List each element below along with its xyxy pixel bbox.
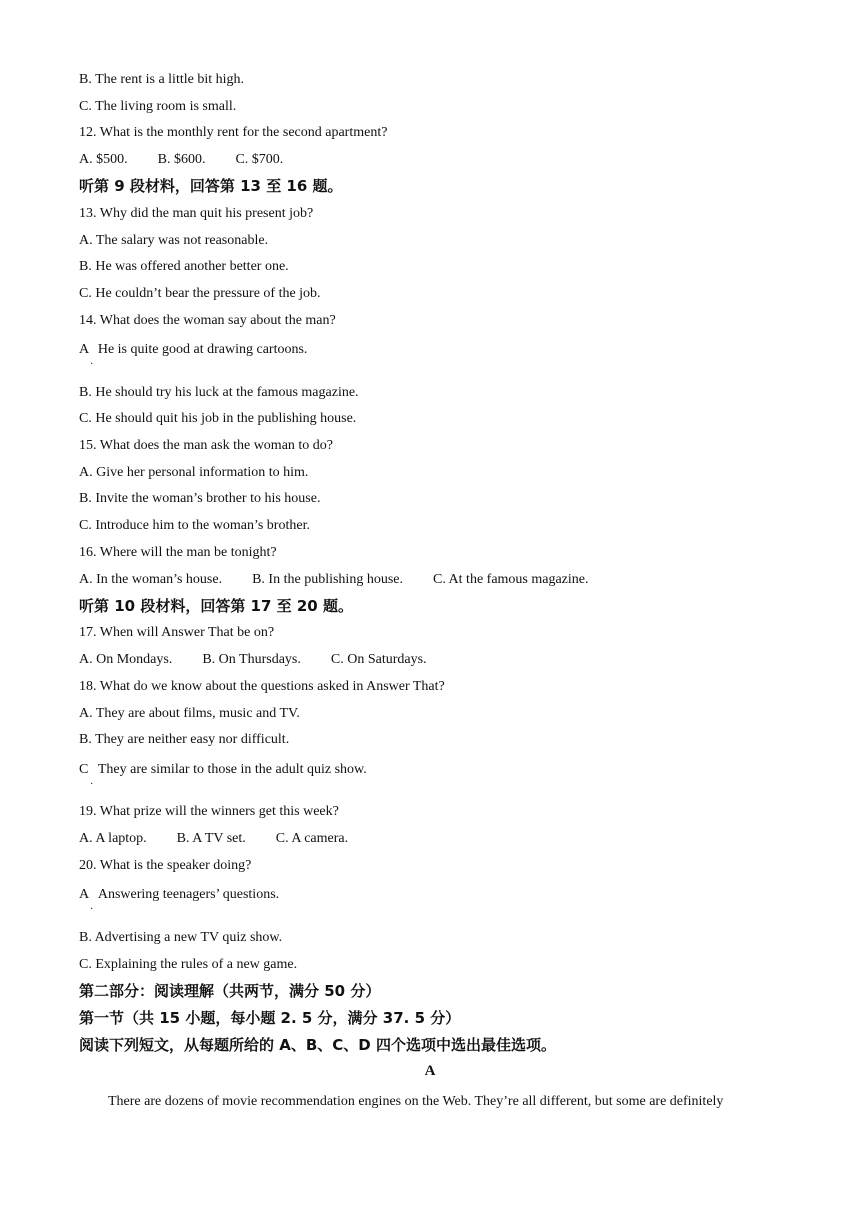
question-13: 13. Why did the man quit his present job? <box>79 206 314 221</box>
option-20a <box>79 886 279 904</box>
dot-mark: · <box>90 359 94 370</box>
section-heading-9: 听第 9 段材料，回答第 13 至 16 题。 <box>79 177 343 195</box>
question-20: 20. What is the speaker doing? <box>79 858 252 873</box>
option-11c: C. The living room is small. <box>79 99 237 114</box>
option-12b: B. $600. <box>157 152 206 167</box>
option-18a: A. They are about films, music and TV. <box>79 706 300 721</box>
option-17c: C. On Saturdays. <box>330 652 427 667</box>
option-15b: B. Invite the woman’s brother to his house. <box>79 491 321 506</box>
passage-label: A <box>424 1063 436 1079</box>
option-12a: A. $500. <box>79 152 128 167</box>
dot-mark: · <box>90 779 94 790</box>
option-13b: B. He was offered another better one. <box>79 259 289 274</box>
option-14b: B. He should try his luck at the famous magazine. <box>79 385 359 400</box>
option-20c: C. Explaining the rules of a new game. <box>79 957 298 972</box>
part-two-heading: 第二部分：阅读理解（共两节，满分 50 分） <box>79 982 381 1000</box>
option-18c <box>79 761 367 779</box>
option-20b: B. Advertising a new TV quiz show. <box>79 930 283 945</box>
option-19a: A. A laptop. <box>79 831 147 846</box>
option-19c: C. A camera. <box>275 831 349 846</box>
reading-instructions: 阅读下列短文，从每题所给的 A、B、C、D 四个选项中选出最佳选项。 <box>79 1036 556 1054</box>
option-14c: C. He should quit his job in the publishing house. <box>79 411 357 426</box>
option-11b: B. The rent is a little bit high. <box>79 72 244 87</box>
option-13a: A. The salary was not reasonable. <box>79 233 269 248</box>
option-15a: A. Give her personal information to him. <box>79 465 309 480</box>
options-12 <box>79 151 283 169</box>
options-16 <box>79 571 589 589</box>
option-13c: C. He couldn’t bear the pressure of the job. <box>79 286 321 301</box>
dot-mark: · <box>90 904 94 915</box>
option-14a <box>79 341 307 359</box>
option-17b: B. On Thursdays. <box>202 652 301 667</box>
option-16a: A. In the woman’s house. <box>79 572 223 587</box>
options-17 <box>79 651 427 669</box>
option-text: He is quite good at drawing cartoons. <box>97 342 308 357</box>
question-15: 15. What does the man ask the woman to do? <box>79 438 334 453</box>
section-heading-10: 听第 10 段材料，回答第 17 至 20 题。 <box>79 597 353 615</box>
option-letter: A <box>79 342 89 357</box>
passage-paragraph: There are dozens of movie recommendation engines on the Web. They’re all different, but some are definitely <box>108 1094 724 1109</box>
question-16: 16. Where will the man be tonight? <box>79 545 277 560</box>
option-12c: C. $700. <box>235 152 284 167</box>
question-14: 14. What does the woman say about the man? <box>79 313 336 328</box>
section-one-heading: 第一节（共 15 小题，每小题 2. 5 分，满分 37. 5 分） <box>79 1009 461 1027</box>
option-18b: B. They are neither easy nor difficult. <box>79 732 290 747</box>
question-12: 12. What is the monthly rent for the second apartment? <box>79 125 388 140</box>
option-text: Answering teenagers’ questions. <box>97 887 280 902</box>
question-17: 17. When will Answer That be on? <box>79 625 275 640</box>
option-17a: A. On Mondays. <box>79 652 173 667</box>
option-text: They are similar to those in the adult quiz show. <box>97 762 367 777</box>
option-16b: B. In the publishing house. <box>252 572 403 587</box>
option-15c: C. Introduce him to the woman’s brother. <box>79 518 310 533</box>
option-letter: A <box>79 887 89 902</box>
question-19: 19. What prize will the winners get this week? <box>79 804 339 819</box>
question-18: 18. What do we know about the questions asked in Answer That? <box>79 679 445 694</box>
option-16c: C. At the famous magazine. <box>432 572 589 587</box>
option-letter: C <box>79 762 89 777</box>
option-19b: B. A TV set. <box>176 831 246 846</box>
options-19 <box>79 830 348 848</box>
